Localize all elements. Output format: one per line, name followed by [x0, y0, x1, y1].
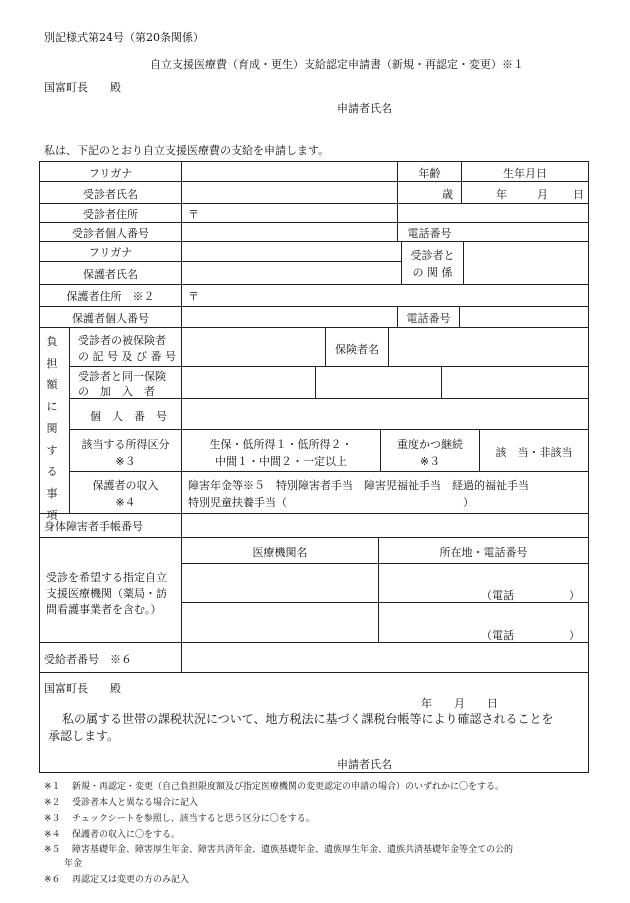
facility-name-header: 医療機関名: [252, 546, 308, 559]
note-mark: ※３: [44, 814, 61, 824]
note-mark: ※２: [44, 798, 61, 808]
consent-text-line1: 私の属する世帯の課税状況について、地方税法に基づく課税台帳等により確認されることを: [62, 712, 554, 726]
consent-addressee: 国富町長 殿: [44, 682, 121, 695]
patient-number-label: 受診者個人番号: [72, 227, 149, 240]
birthdate-label: 生年月日: [503, 167, 547, 180]
income-category-label-line2: ※３: [115, 455, 136, 468]
applicant-name-label: 申請者氏名: [337, 102, 392, 115]
personal-number-label: 個 人 番 号: [90, 410, 167, 423]
patient-name-label: 受診者氏名: [83, 188, 138, 201]
insured-label-line1: 受診者の被保険者: [78, 334, 166, 347]
recipient-number-label: 受給者番号 ※６: [44, 653, 132, 666]
relation-label-line2: の 関 係: [412, 266, 453, 279]
postal-mark: 〒: [188, 208, 199, 221]
income-options-line1[interactable]: 生保・低所得１・低所得２・: [209, 438, 353, 451]
patient-name-field[interactable]: [183, 183, 395, 201]
pension-options-line2[interactable]: 特別児童扶養手当（ ）: [188, 496, 474, 509]
age-label: 年齢: [418, 167, 441, 180]
patient-address-label: 受診者住所: [83, 208, 138, 221]
guardian-income-label-line1: 保護者の収入: [92, 479, 159, 492]
income-category-label-line1: 該当する所得区分: [81, 438, 170, 451]
same-insurance-label-line1: 受診者と同一保険: [78, 370, 166, 383]
consent-text-line2: 承認します。: [48, 729, 120, 743]
note-text: チェックシートを参照し、該当すると思う区分に〇をする。: [72, 814, 315, 824]
note-text: 年金: [64, 859, 83, 869]
severe-continuous-label-line1: 重度かつ継続: [397, 438, 463, 451]
note-mark: ※１: [44, 782, 61, 792]
postal-mark-2: 〒: [188, 290, 199, 303]
facility-label-line2: 支援医療機関（薬局・訪: [46, 587, 167, 600]
consent-date: 年 月 日: [421, 697, 498, 710]
severe-continuous-label-line2: ※３: [419, 455, 441, 468]
birth-day-unit: 日: [573, 188, 584, 201]
handbook-number-label: 身体障害者手帳番号: [44, 520, 143, 533]
burden-section-label: 負担額に関する事項: [46, 335, 58, 522]
intro-text: 私は、下記のとおり自立支援医療費の支給を申請します。: [44, 144, 330, 157]
facility-phone-2: （電話 ）: [481, 629, 580, 642]
form-title: 自立支援医療費（育成・更生）支給認定申請書（新規・再認定・変更）※１: [150, 58, 524, 71]
consent-applicant-name-label: 申請者氏名: [337, 758, 392, 771]
guardian-address-label: 保護者住所 ※２: [66, 290, 155, 303]
addressee: 国富町長 殿: [44, 81, 121, 94]
insurer-name-label: 保険者名: [335, 343, 379, 356]
note-text: 再認定又は変更の方のみ記入: [72, 875, 190, 885]
relation-label-line1: 受診者と: [410, 249, 455, 262]
furigana-label: フリガナ: [88, 167, 133, 180]
birth-month-unit: 月: [537, 188, 548, 201]
note-text: 受診者本人と異なる場合に記入: [72, 798, 199, 808]
income-options-line2[interactable]: 中間１・中間２・一定以上: [215, 455, 347, 468]
age-unit: 歳: [442, 188, 453, 201]
birth-year-unit: 年: [496, 188, 507, 201]
form-number: 別記様式第24号（第20条関係）: [44, 31, 204, 44]
facility-label-line3: 問看護事業者を含む。）: [46, 603, 162, 616]
patient-furigana-field[interactable]: [206, 165, 396, 179]
phone-label-2: 電話番号: [406, 312, 451, 325]
insured-label-line2: の 記 号 及 び 番 号: [78, 350, 176, 363]
guardian-furigana-label: フリガナ: [88, 246, 133, 259]
same-insurance-label-line2: の 加 入 者: [78, 385, 155, 398]
pension-options-line1[interactable]: 障害年金等※５ 特別障害者手当 障害児福祉手当 経過的福祉手当: [188, 479, 529, 492]
location-phone-header: 所在地・電話番号: [439, 546, 528, 559]
note-mark: ※５: [44, 845, 61, 855]
severe-continuous-options[interactable]: 該 当・非該当: [495, 446, 573, 459]
note-text: 新規・再認定・変更（自己負担限度額及び指定医療機関の変更認定の申請の場合）のいずれかに〇をする。: [72, 782, 505, 792]
facility-label-line1: 受診を希望する指定自立: [46, 571, 167, 584]
facility-phone-1: （電話 ）: [481, 589, 580, 602]
note-text: 保護者の収入に〇をする。: [72, 830, 181, 840]
note-text: 障害基礎年金、障害厚生年金、障害共済年金、遺族基礎年金、遺族厚生年金、遺族共済基礎年金等全ての公的: [72, 845, 514, 855]
guardian-number-label: 保護者個人番号: [72, 312, 149, 325]
phone-label: 電話番号: [407, 227, 452, 240]
guardian-name-label: 保護者氏名: [83, 268, 138, 281]
note-mark: ※６: [44, 875, 61, 885]
note-mark: ※４: [44, 830, 61, 840]
guardian-income-label-line2: ※４: [115, 496, 136, 509]
